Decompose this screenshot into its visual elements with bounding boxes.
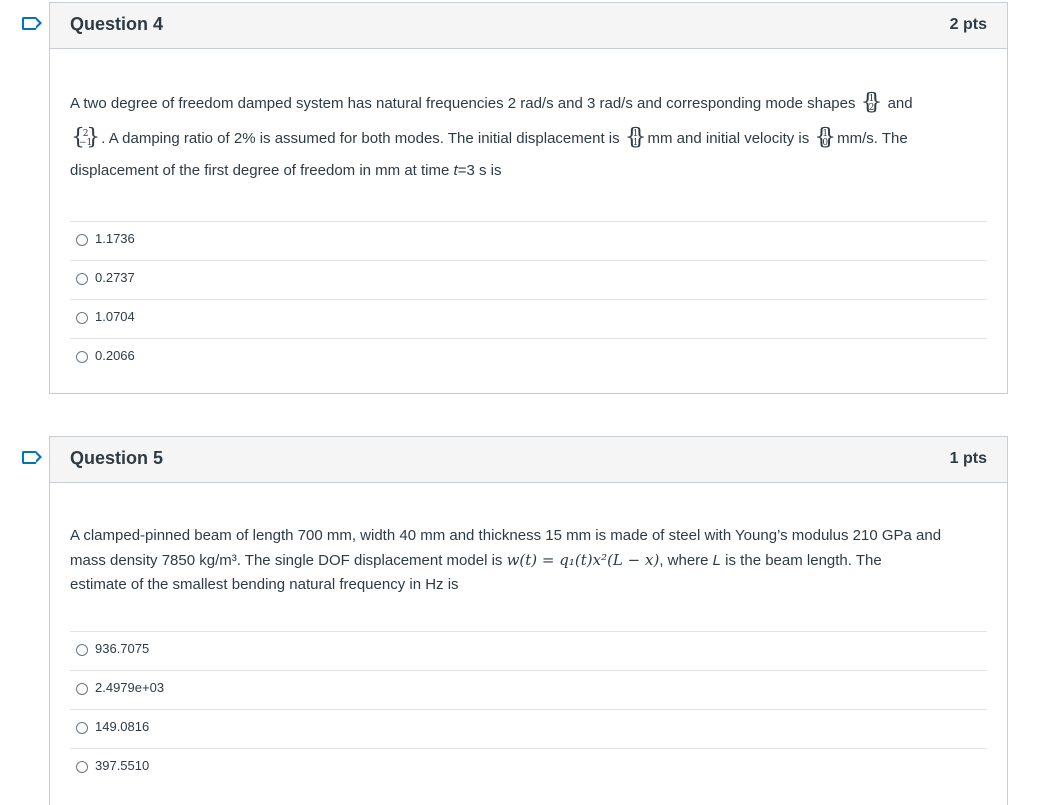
question-title: Question 5 xyxy=(70,448,164,468)
question-text-line-2: mass density 7850 kg/m³. The single DOF displacement model is w(t) = q₁(t)x²(L − x), where L is the beam length. The xyxy=(70,551,882,569)
radio-button[interactable] xyxy=(76,273,88,285)
answer-list xyxy=(70,631,987,787)
initial-velocity-vector: { 1 0 } xyxy=(815,130,835,148)
displacement-model-formula: w(t) = q₁(t)x²(L − x) xyxy=(506,551,660,569)
flag-question-5-icon[interactable] xyxy=(22,451,36,464)
answer-option[interactable] xyxy=(70,631,987,670)
answer-label: 936.7075 xyxy=(95,641,150,656)
answer-label: 2.4979e+03 xyxy=(95,680,165,695)
answer-option[interactable] xyxy=(70,748,987,787)
question-5 xyxy=(49,436,1008,805)
radio-button[interactable] xyxy=(76,351,88,363)
question-title: Question 4 xyxy=(70,14,164,34)
question-text-line-3: estimate of the smallest bending natural frequency in Hz is xyxy=(70,576,459,593)
answer-label: 0.2066 xyxy=(95,348,135,363)
question-text-line-1: A clamped-pinned beam of length 700 mm, width 40 mm and thickness 15 mm is made of steel with Young’s modulus 210 GPa and xyxy=(70,527,942,544)
radio-button[interactable] xyxy=(76,234,88,246)
answer-option[interactable] xyxy=(70,299,987,338)
question-text-line-1: A two degree of freedom damped system has natural frequencies 2 rad/s and 3 rad/s and corresponding mode shapes { 1 2 } and xyxy=(70,92,987,116)
radio-button[interactable] xyxy=(76,761,88,773)
answer-label: 397.5510 xyxy=(95,758,150,773)
radio-button[interactable] xyxy=(76,683,88,695)
question-header xyxy=(50,3,1007,49)
answer-option[interactable] xyxy=(70,709,987,748)
question-points: 2 pts xyxy=(949,16,987,33)
answer-option[interactable] xyxy=(70,338,987,377)
answer-option[interactable] xyxy=(70,221,987,260)
question-header xyxy=(50,437,1007,483)
answer-label: 1.1736 xyxy=(95,231,135,246)
answer-label: 0.2737 xyxy=(95,270,135,285)
question-points: 1 pts xyxy=(949,450,987,467)
question-text-line-3: displacement of the first degree of freedom in mm at time t=3 s is xyxy=(70,162,502,179)
question-4 xyxy=(49,2,1008,394)
mode-shape-1-vector: { 1 2 } xyxy=(862,95,882,113)
question-text-line-2: { 2 −1 } . A damping ratio of 2% is assumed for both modes. The initial displacement is { 1 1 } mm and initial velocity is { 1 0 } mm/s. The xyxy=(70,127,987,151)
answer-label: 149.0816 xyxy=(95,719,150,734)
answer-option[interactable] xyxy=(70,670,987,709)
mode-shape-2-vector: { 2 −1 } xyxy=(72,130,99,148)
flag-question-4-icon[interactable] xyxy=(22,17,36,30)
question-text xyxy=(70,92,987,183)
radio-button[interactable] xyxy=(76,644,88,656)
answer-list xyxy=(70,221,987,377)
initial-displacement-vector: { 1 1 } xyxy=(626,130,646,148)
radio-button[interactable] xyxy=(76,312,88,324)
answer-option[interactable] xyxy=(70,260,987,299)
question-text xyxy=(70,524,987,597)
answer-label: 1.0704 xyxy=(95,309,135,324)
radio-button[interactable] xyxy=(76,722,88,734)
